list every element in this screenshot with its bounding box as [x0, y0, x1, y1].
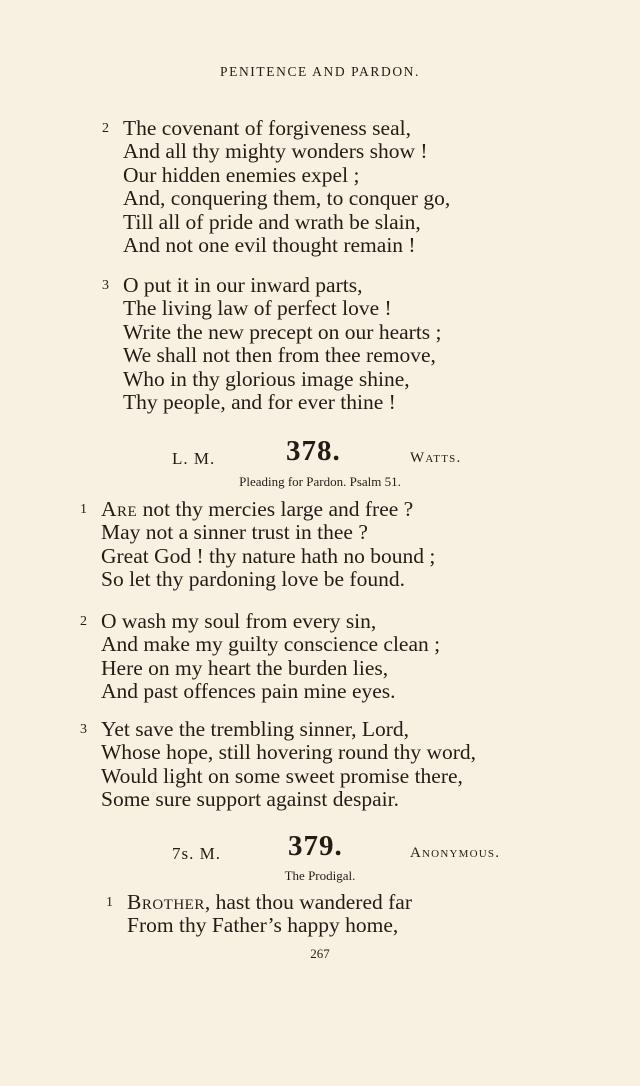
hymn-number: 379. [288, 830, 343, 862]
line-rest: , hast thou wandered far [204, 890, 413, 914]
first-word: Are [101, 497, 138, 521]
stanza-number: 3 [80, 722, 87, 737]
stanza-number: 2 [102, 121, 109, 136]
verse-line: O put it in our inward parts, [123, 273, 363, 297]
running-head: PENITENCE AND PARDON. [220, 64, 420, 79]
hymn-header [0, 830, 640, 870]
stanza-number: 1 [80, 502, 87, 517]
verse-line: Write the new precept on our hearts ; [123, 319, 442, 344]
verse-line: Till all of pride and wrath be slain, [123, 209, 421, 234]
verse-line: And not one evil thought remain ! [123, 233, 416, 258]
verse-line: Whose hope, still hovering round thy word, [101, 740, 477, 765]
verse-line: Some sure support against despair. [101, 787, 399, 812]
line-rest: not thy mercies large and free ? [137, 497, 414, 521]
verse-line: And all thy mighty wonders show ! [123, 139, 428, 164]
verse-line: And make my guilty conscience clean ; [101, 632, 441, 657]
hymn-meter: L. M. [172, 449, 216, 468]
verse-line [101, 498, 435, 521]
verse-line: Here on my heart the burden lies, [101, 655, 389, 680]
verse-line: Would light on some sweet promise there, [101, 763, 463, 788]
verse-line: So let thy pardoning love be found. [101, 567, 405, 592]
verse-line: And past offences pain mine eyes. [101, 679, 396, 704]
verse-line: Yet save the trembling sinner, Lord, [101, 717, 410, 741]
first-word: Brother [127, 890, 205, 914]
page-number: 267 [310, 946, 330, 961]
stanza-number: 1 [106, 895, 113, 910]
hymn-subtitle: The Prodigal. [284, 868, 356, 883]
hymn-subtitle: Pleading for Pardon. Psalm 51. [239, 474, 401, 489]
hymn-author: Anonymous. [410, 845, 501, 861]
verse-line: May not a sinner trust in thee ? [101, 520, 368, 545]
verse-line: Thy people, and for ever thine ! [123, 390, 396, 415]
verse-line: Our hidden enemies expel ; [123, 162, 360, 187]
verse-line: O wash my soul from every sin, [101, 609, 377, 633]
verse-line: The living law of perfect love ! [123, 296, 392, 321]
stanza-number: 2 [80, 614, 87, 629]
verse-line: Great God ! thy nature hath no bound ; [101, 543, 436, 568]
verse-line [127, 891, 412, 914]
verse-line: Who in thy glorious image shine, [123, 366, 410, 391]
hymn-header [0, 435, 640, 475]
hymn-number: 378. [286, 435, 341, 467]
hymn-author: Watts. [410, 450, 462, 466]
verse-line: And, conquering them, to conquer go, [123, 186, 451, 211]
verse-line: We shall not then from thee remove, [123, 343, 436, 368]
verse-line: The covenant of forgiveness seal, [123, 116, 411, 140]
hymn-meter: 7s. M. [172, 844, 221, 863]
verse-line: From thy Father’s happy home, [127, 913, 399, 938]
stanza-number: 3 [102, 278, 109, 293]
